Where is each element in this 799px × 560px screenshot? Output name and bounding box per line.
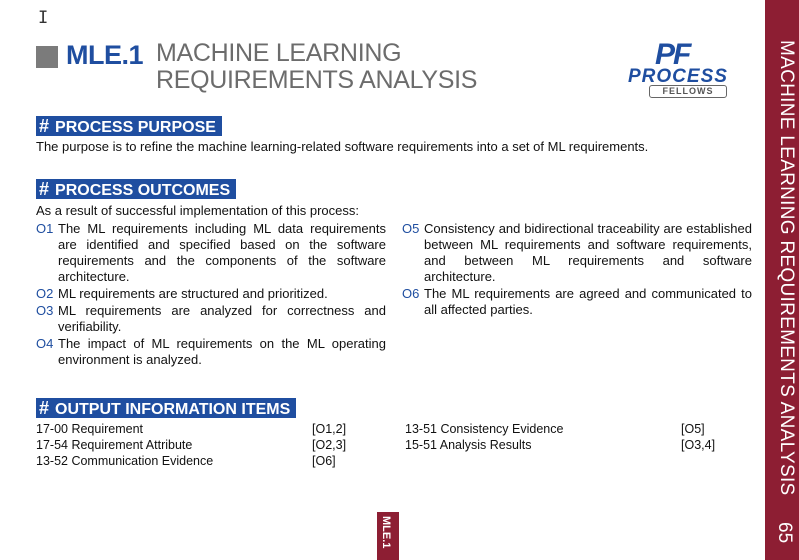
process-code: MLE.1 (66, 40, 144, 70)
output-item-ref: [O2,3] (312, 438, 347, 452)
output-item-name: 13-51 Consistency Evidence (405, 422, 564, 436)
bottom-tab-label: MLE.1 (380, 516, 392, 549)
outcome-o5 (402, 221, 752, 285)
outcome-o1 (36, 221, 386, 285)
purpose-heading-text: PROCESS PURPOSE (55, 119, 216, 136)
chapter-sidebar (765, 0, 799, 560)
outcome-text: The impact of ML requirements on the ML operating environment is analyzed. (58, 336, 386, 367)
output-item-row (36, 437, 366, 453)
output-item-ref: [O1,2] (312, 422, 347, 436)
outcome-number: O6 (402, 286, 420, 301)
output-item-ref: [O6] (312, 454, 336, 468)
outcome-o3 (36, 303, 386, 335)
hash-icon: # (39, 398, 50, 418)
logo-word-process: PROCESS (628, 66, 728, 87)
text-cursor-icon: I (38, 8, 49, 28)
outputs-heading-text: OUTPUT INFORMATION ITEMS (55, 401, 291, 418)
outcome-o2 (36, 286, 386, 302)
outcomes-heading (36, 179, 236, 199)
outcomes-intro: As a result of successful implementation of this process: (36, 203, 359, 218)
outputs-heading (36, 398, 296, 418)
output-item-row (405, 437, 735, 453)
outcome-number: O1 (36, 221, 54, 236)
output-item-name: 13-52 Communication Evidence (36, 454, 214, 468)
outcome-o4 (36, 336, 386, 368)
page-number: 65 (774, 522, 795, 544)
output-item-name: 17-00 Requirement (36, 422, 144, 436)
outcomes-right-column (402, 221, 752, 319)
logo-word-fellows: FELLOWS (649, 85, 727, 98)
process-fellows-logo (625, 38, 755, 98)
bottom-process-tab (377, 512, 399, 560)
output-item-row (405, 421, 735, 437)
outcome-number: O3 (36, 303, 54, 318)
output-item-ref: [O5] (681, 422, 705, 436)
sidebar-title: MACHINE LEARNING REQUIREMENTS ANALYSIS (776, 40, 797, 496)
outcome-text: ML requirements are analyzed for correctness and verifiability. (58, 303, 386, 334)
outputs-left-table (36, 421, 366, 469)
outcome-o6 (402, 286, 752, 318)
purpose-heading (36, 116, 222, 136)
title-square-icon (36, 46, 58, 68)
outcome-number: O2 (36, 286, 54, 301)
output-item-name: 17-54 Requirement Attribute (36, 438, 193, 452)
output-item-row (36, 421, 366, 437)
outcome-number: O5 (402, 221, 420, 236)
hash-icon: # (39, 179, 50, 199)
logo-mark: PF (655, 38, 690, 71)
outcome-text: The ML requirements are agreed and communicated to all affected parties. (424, 286, 752, 317)
outcome-text: ML requirements are structured and prioritized. (58, 286, 328, 301)
outcome-text: The ML requirements including ML data requirements are identified and specified based on the software requirements and the components of the software architecture. (58, 221, 386, 284)
outputs-right-table (405, 421, 735, 453)
hash-icon: # (39, 116, 50, 136)
outcome-text: Consistency and bidirectional traceability are established between ML requirements and software requirements, and between ML requirements and software architecture. (424, 221, 752, 284)
output-item-ref: [O3,4] (681, 438, 716, 452)
outcomes-heading-text: PROCESS OUTCOMES (55, 182, 231, 199)
outcomes-left-column (36, 221, 386, 369)
output-item-name: 15-51 Analysis Results (405, 438, 532, 452)
purpose-text: The purpose is to refine the machine learning-related software requirements into a set of ML requirements. (36, 139, 649, 154)
page-title: MACHINE LEARNING REQUIREMENTS ANALYSIS (156, 39, 478, 94)
outcome-number: O4 (36, 336, 54, 351)
output-item-row (36, 453, 366, 469)
